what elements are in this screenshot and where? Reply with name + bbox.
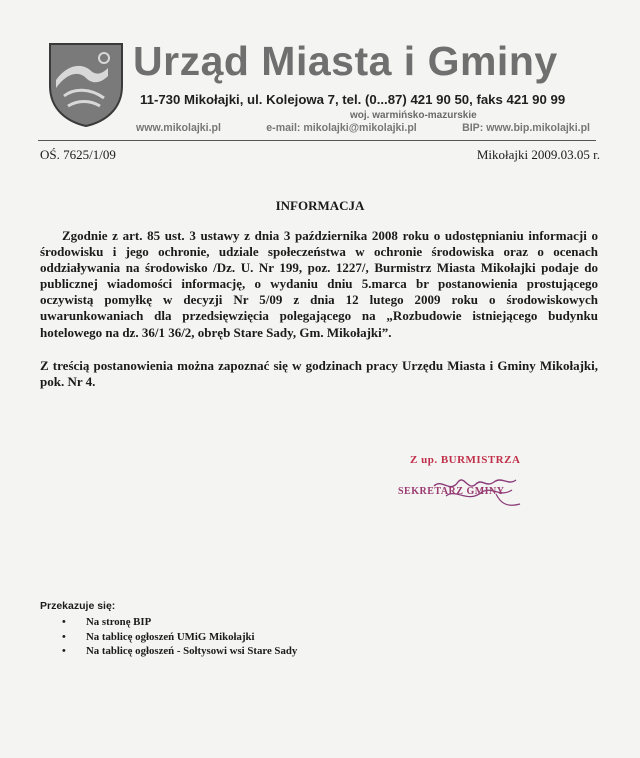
office-region: woj. warmińsko-mazurskie: [350, 110, 477, 121]
stamp-line-2: SEKRETARZ GMINY: [398, 486, 505, 497]
office-address: 11-730 Mikołajki, ul. Kolejowa 7, tel. (0...87) 421 90 50, faks 421 90 99: [140, 92, 566, 107]
stamp-line-1: Z up. BURMISTRZA: [410, 454, 521, 466]
reference-number: OŚ. 7625/1/09: [40, 147, 116, 162]
email-link[interactable]: e-mail: mikolajki@mikolajki.pl: [266, 122, 417, 134]
office-name: Urząd Miasta i Gminy: [133, 38, 558, 84]
distribution-item: • Na tablicę ogłoszeń UMiG Mikołajki: [40, 630, 297, 645]
document-heading: INFORMACJA: [275, 198, 365, 213]
place-date: Mikołajki 2009.03.05 r.: [476, 147, 600, 162]
office-links: [136, 122, 590, 134]
body-paragraph-2: Z treścią postanowienia można zapoznać się w godzinach pracy Urzędu Miasta i Gminy Mikołajki, pok. Nr 4.: [40, 357, 598, 389]
letterhead-divider: [38, 140, 596, 141]
distribution-item: • Na tablicę ogłoszeń - Sołtysowi wsi Stare Sady: [40, 644, 297, 659]
body-paragraph-1: Zgodnie z art. 85 ust. 3 ustawy z dnia 3 października 2008 roku o udostępnianiu informacji o środowisku i jego ochronie, udziale społeczeństwa w ochronie środowiska oraz o ocenach oddziaływania na środowisko /Dz. U. Nr 199, poz. 1227/, Burmistrz Miasta Mikołajki podaje do publicznej wiadomości informację, o wydaniu dniu 5.marca br postanowienia prostującego oczywistą pomyłkę w decyzji Nr 5/09 z dnia 12 lutego 2009 roku o środowiskowych uwarunkowaniach dla przedsięwzięcia polegającego na „Rozbudowie istniejącego budynku hotelowego na dz. 36/1 36/2, obręb Stare Sady, Gm. Mikołajki”.: [40, 228, 598, 340]
bip-link[interactable]: BIP: www.bip.mikolajki.pl: [462, 122, 590, 134]
website-link[interactable]: www.mikolajki.pl: [136, 122, 221, 134]
distribution-title: Przekazuje się:: [40, 600, 116, 612]
document-body: [40, 228, 598, 390]
distribution-list: [40, 615, 297, 659]
signature-stamp: [398, 454, 578, 524]
city-crest-icon: [46, 40, 126, 128]
distribution-item: • Na stronę BIP: [40, 615, 297, 630]
